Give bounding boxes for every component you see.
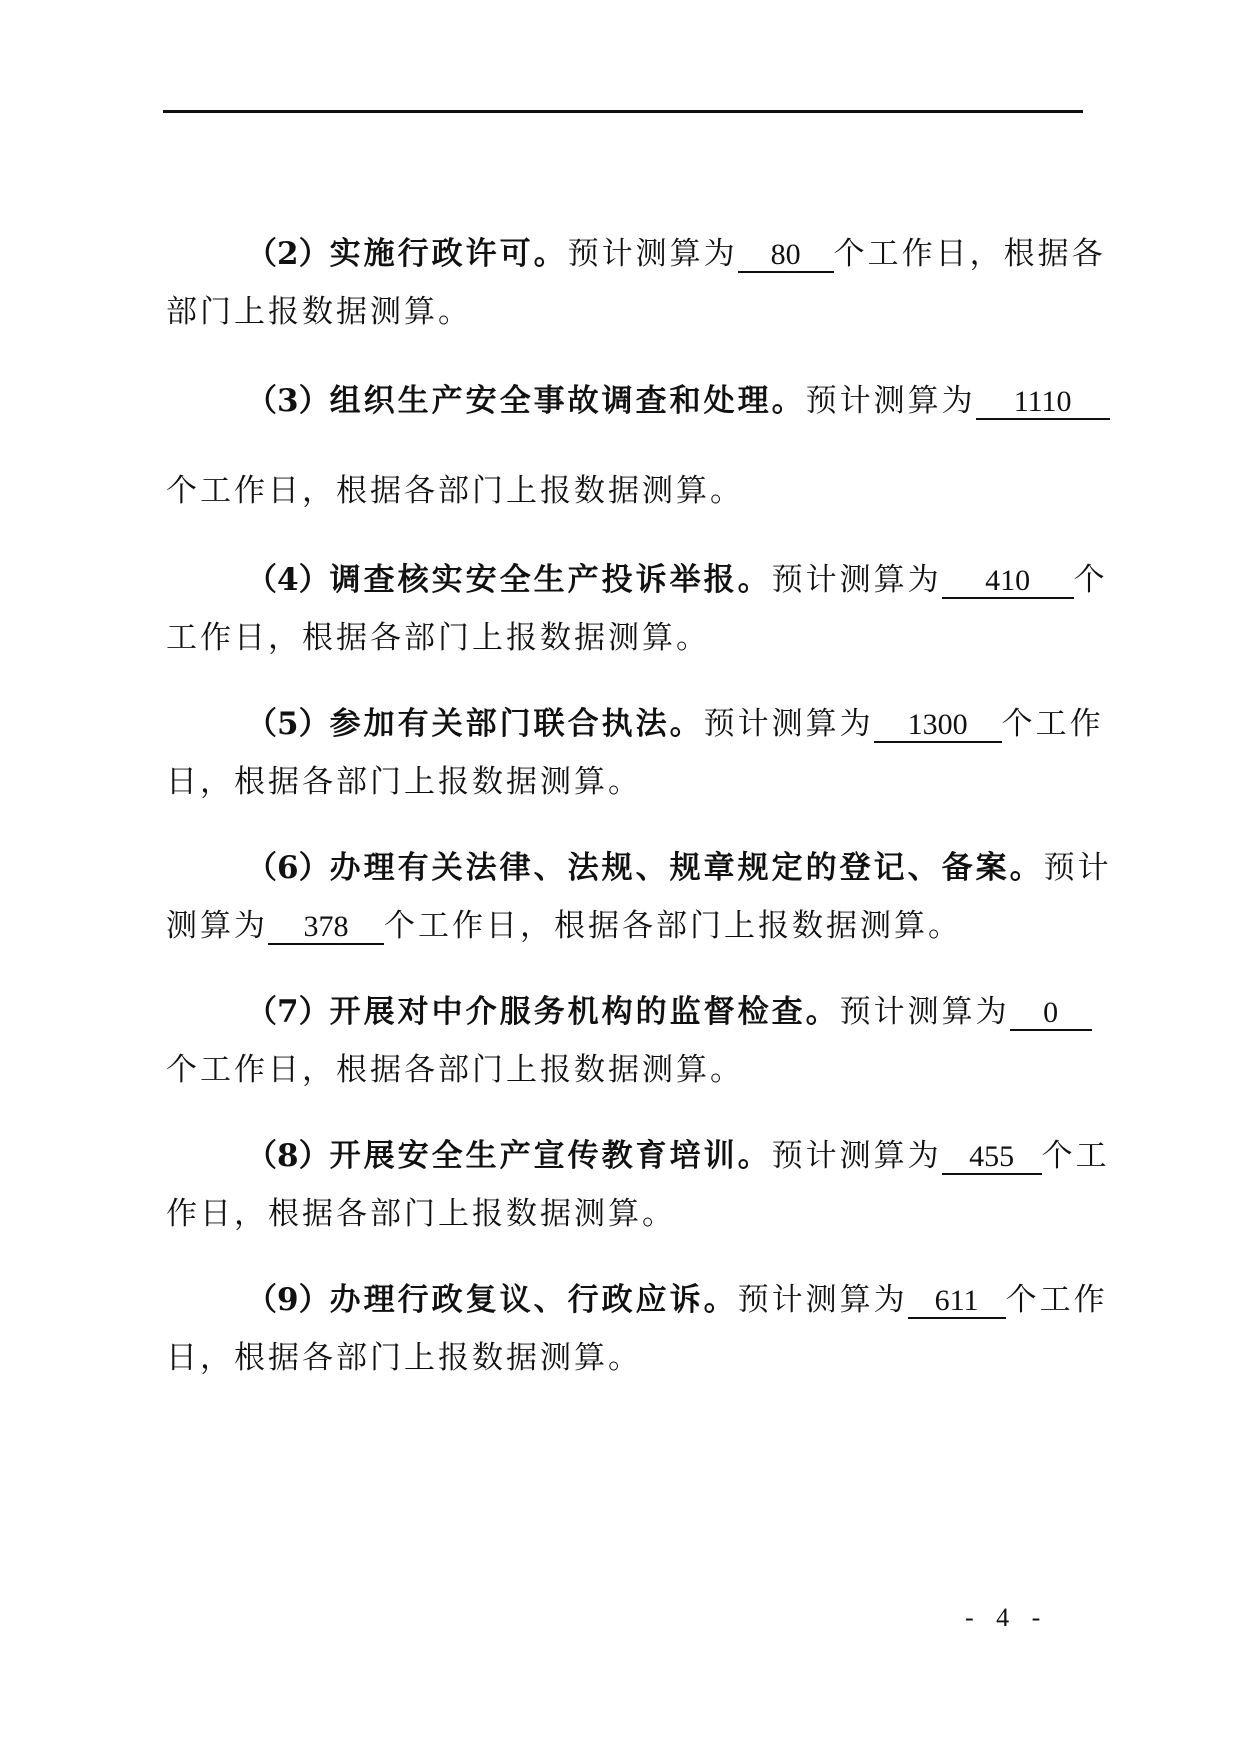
line-continuation: 个工作日，根据各部门上报数据测算。 xyxy=(166,473,744,509)
line-continuation: 日，根据各部门上报数据测算。 xyxy=(166,764,642,800)
estimate-prefix: 预计测算为 xyxy=(703,706,874,742)
estimate-value: 1300 xyxy=(874,709,1002,743)
item-number: （7） xyxy=(246,994,330,1030)
estimate-value: 80 xyxy=(738,239,834,273)
item-number: （9） xyxy=(246,1282,330,1318)
item-title: 实施行政许可。 xyxy=(329,236,568,272)
item-number: （6） xyxy=(246,850,330,886)
item-title: 办理有关法律、法规、规章规定的登记、备案。 xyxy=(329,850,1044,886)
item-title: 组织生产安全事故调查和处理。 xyxy=(329,383,806,419)
line-tail: 个工 xyxy=(1041,1138,1110,1174)
estimate-prefix: 预计测算为 xyxy=(805,383,976,419)
estimate-value: 611 xyxy=(908,1285,1006,1319)
item-number: （2） xyxy=(246,236,330,272)
item-number: （4） xyxy=(246,562,330,598)
estimate-value: 455 xyxy=(942,1141,1042,1175)
line-tail: 个工作日，根据各 xyxy=(833,236,1106,272)
item-number: （5） xyxy=(246,706,330,742)
estimate-prefix: 预计测算为 xyxy=(771,1138,942,1174)
page-number: - 4 - xyxy=(965,1603,1049,1632)
estimate-value: 1110 xyxy=(976,386,1110,420)
estimate-prefix: 测算为 xyxy=(166,908,268,944)
item-number: （3） xyxy=(246,383,330,419)
header-rule xyxy=(163,110,1083,113)
item-title: 参加有关部门联合执法。 xyxy=(329,706,704,742)
line-tail: 个工作 xyxy=(1001,706,1104,742)
line-continuation: 工作日，根据各部门上报数据测算。 xyxy=(166,620,710,656)
item-title: 开展对中介服务机构的监督检查。 xyxy=(329,994,840,1030)
line-continuation: 个工作日，根据各部门上报数据测算。 xyxy=(166,1052,744,1088)
item-title: 办理行政复议、行政应诉。 xyxy=(329,1282,738,1318)
item-title: 开展安全生产宣传教育培训。 xyxy=(329,1138,772,1174)
line-continuation: 作日，根据各部门上报数据测算。 xyxy=(166,1196,676,1232)
estimate-value: 410 xyxy=(942,565,1074,599)
line-tail: 个工作 xyxy=(1005,1282,1108,1318)
estimate-value: 0 xyxy=(1010,997,1092,1031)
estimate-value: 378 xyxy=(268,911,384,945)
estimate-prefix: 预计测算为 xyxy=(771,562,942,598)
line-tail: 预计 xyxy=(1043,850,1112,886)
estimate-prefix: 预计测算为 xyxy=(737,1282,908,1318)
estimate-prefix: 预计测算为 xyxy=(567,236,738,272)
estimate-prefix: 预计测算为 xyxy=(839,994,1010,1030)
line-tail: 个 xyxy=(1073,562,1108,598)
line-continuation: 日，根据各部门上报数据测算。 xyxy=(166,1340,642,1376)
item-title: 调查核实安全生产投诉举报。 xyxy=(329,562,772,598)
line-continuation: 个工作日，根据各部门上报数据测算。 xyxy=(384,908,962,944)
item-number: （8） xyxy=(246,1138,330,1174)
line-continuation: 部门上报数据测算。 xyxy=(166,294,472,330)
